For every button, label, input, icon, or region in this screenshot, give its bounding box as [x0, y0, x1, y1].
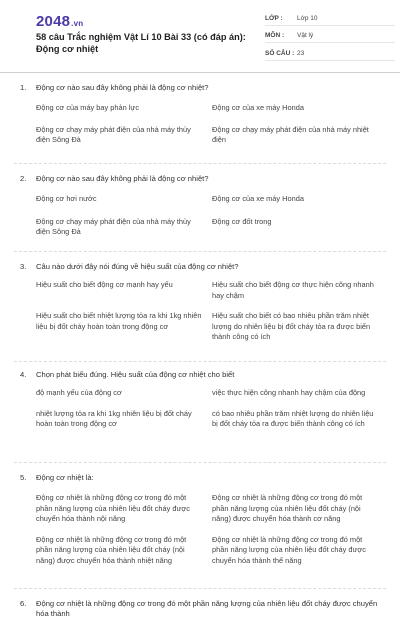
document-header — [14, 0, 386, 62]
question-number: 4. — [20, 370, 27, 379]
site-logo[interactable] — [36, 13, 83, 30]
question-text: Động cơ nhiệt là: — [36, 473, 94, 482]
answer-option-b[interactable]: Động cơ của xe máy Honda — [212, 194, 304, 203]
logo-text: 2048 — [36, 13, 71, 30]
question-5 — [14, 463, 386, 589]
question-number: 6. — [20, 599, 27, 608]
question-2 — [14, 164, 386, 252]
answer-options — [14, 388, 386, 430]
answer-option-c[interactable]: Động cơ chạy máy phát điện của nhà máy thủy điện Sông Đà — [36, 124, 191, 144]
question-text: Động cơ nào sau đây không phải là động cơ nhiệt? — [36, 174, 209, 183]
logo-domain: .vn — [71, 19, 84, 28]
answer-option-c[interactable]: nhiệt lượng tỏa ra khi 1kg nhiên liệu bị đốt cháy hoàn toàn trong động cơ — [36, 408, 192, 428]
question-number: 5. — [20, 473, 27, 482]
answer-option-d[interactable]: Hiệu suất cho biết có bao nhiêu phần trăm nhiệt lượng do nhiên liệu bị đốt cháy tỏa ra được biến thành công có ích — [212, 311, 371, 341]
answer-option-c[interactable]: Hiệu suất cho biết nhiệt lượng tỏa ra khi 1kg nhiên liệu bị đốt cháy hoàn toàn trong động cơ — [36, 311, 202, 331]
question-list — [14, 73, 386, 619]
answer-option-b[interactable]: Động cơ nhiệt là những động cơ trong đó một phần năng lượng của nhiên liệu đốt cháy (nội năng) được chuyển hóa thành cơ năng — [212, 493, 363, 523]
answer-option-a[interactable]: Động cơ của máy bay phản lực — [36, 103, 140, 112]
meta-subject-key: MÔN : — [265, 32, 285, 40]
meta-class — [265, 12, 395, 26]
answer-option-c[interactable]: Động cơ chạy máy phát điện của nhà máy thủy điện Sông Đà — [36, 216, 191, 236]
answer-option-a[interactable]: Động cơ nhiệt là những động cơ trong đó một phần năng lượng của nhiên liệu đốt cháy được chuyển hóa thành nội năng — [36, 493, 190, 523]
answer-option-a[interactable]: độ mạnh yếu của động cơ — [36, 388, 122, 397]
meta-class-value: Lớp 10 — [297, 14, 318, 22]
document-title: 58 câu Trắc nghiệm Vật Lí 10 Bài 33 (có đáp án): Động cơ nhiệt — [36, 32, 246, 54]
question-text: Chọn phát biểu đúng. Hiệu suất của động cơ nhiệt cho biết — [36, 370, 235, 379]
question-number: 3. — [20, 262, 27, 271]
document-meta — [265, 12, 395, 65]
answer-option-b[interactable]: Động cơ của xe máy Honda — [212, 103, 304, 112]
question-6 — [14, 589, 386, 619]
meta-subject — [265, 30, 395, 44]
question-text: Động cơ nhiệt là những động cơ trong đó một phần năng lượng của nhiên liệu đốt cháy được chuyển hóa thành — [36, 599, 378, 618]
question-text: Câu nào dưới đây nói đúng về hiệu suất của động cơ nhiệt? — [36, 262, 239, 271]
meta-count-value: 23 — [297, 49, 305, 57]
question-3 — [14, 252, 386, 362]
answer-options — [14, 103, 386, 146]
answer-option-b[interactable]: Hiệu suất cho biết động cơ thực hiện công nhanh hay chậm — [212, 280, 374, 300]
meta-subject-value: Vật lý — [297, 32, 314, 40]
answer-option-d[interactable]: Động cơ đốt trong — [212, 216, 272, 226]
answer-options — [14, 280, 386, 343]
question-number: 1. — [20, 83, 27, 92]
meta-count — [265, 47, 395, 61]
question-4 — [14, 362, 386, 463]
question-1 — [14, 73, 386, 164]
answer-option-c[interactable]: Động cơ nhiệt là những động cơ trong đó một phần năng lượng của nhiên liệu đốt cháy (nội năng) được chuyển hóa thành nhiệt năng — [36, 534, 187, 565]
answer-option-b[interactable]: việc thực hiện công nhanh hay chậm của động — [212, 388, 366, 397]
answer-option-d[interactable]: Động cơ nhiệt là những động cơ trong đó một phần năng lượng của nhiên liệu đốt cháy được chuyển hóa thành thế năng — [212, 534, 366, 565]
answer-option-a[interactable]: Động cơ hơi nước — [36, 194, 97, 203]
question-text: Động cơ nào sau đây không phải là động cơ nhiệt? — [36, 83, 209, 92]
meta-count-key: SỐ CÂU : — [265, 49, 295, 57]
answer-option-d[interactable]: có bao nhiêu phần trăm nhiệt lượng do nhiên liệu bị đốt cháy tỏa ra được biến thành công có ích — [212, 408, 374, 428]
answer-option-d[interactable]: Động cơ chạy máy phát điện của nhà máy nhiệt điện — [212, 124, 369, 144]
answer-options — [14, 194, 386, 238]
answer-options — [14, 493, 386, 566]
question-number: 2. — [20, 174, 27, 183]
meta-class-key: LỚP : — [265, 14, 283, 22]
answer-option-a[interactable]: Hiệu suất cho biết động cơ mạnh hay yếu — [36, 280, 173, 289]
